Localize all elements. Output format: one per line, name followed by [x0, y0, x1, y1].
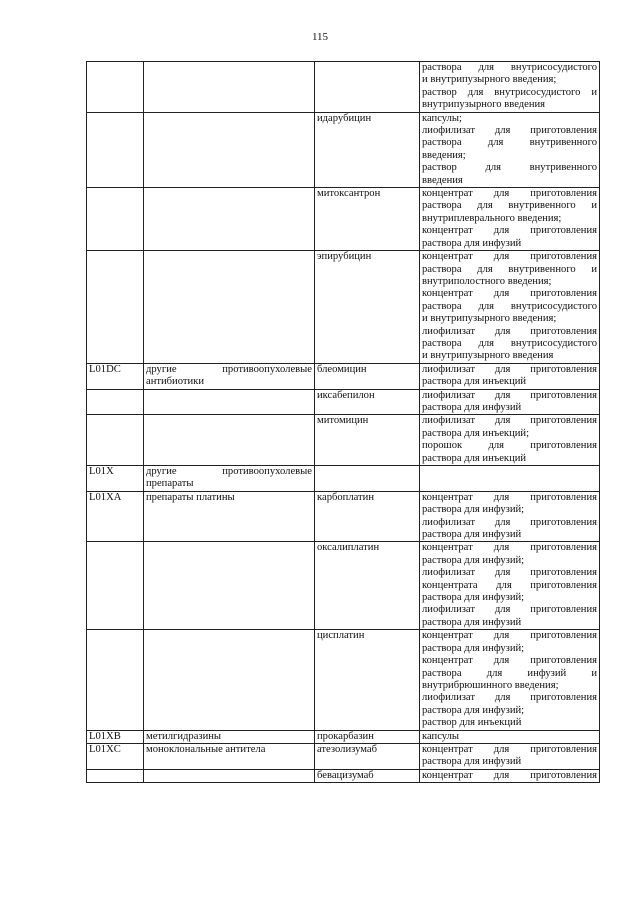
atc-code-cell — [87, 251, 144, 364]
dosage-form-line: раствора для инъекций; — [422, 427, 530, 439]
pharmacological-group-cell — [144, 112, 315, 187]
dosage-form-cell — [420, 730, 600, 743]
pharmacological-group-cell — [144, 630, 315, 730]
dosage-form-cell — [420, 769, 600, 782]
dosage-form-line: раствора для инфузий; — [422, 554, 525, 566]
table-row — [87, 363, 600, 389]
dosage-form-line: раствора для инъекций — [422, 376, 527, 388]
dosage-form-line: раствора для инфузий — [422, 756, 522, 768]
dosage-form-line: и внутрипузырного введения; — [422, 74, 557, 86]
dosage-form-cell — [420, 743, 600, 769]
dosage-form-line: концентрата для приготовления — [422, 579, 597, 591]
table-row — [87, 542, 600, 630]
table-row — [87, 630, 600, 730]
dosage-form-line: раствора для внутрисосудистого — [422, 337, 597, 349]
dosage-form-cell — [420, 389, 600, 415]
dosage-form-line: введения — [422, 174, 463, 186]
atc-code-cell — [87, 389, 144, 415]
dosage-form-line: лиофилизат для приготовления — [422, 567, 597, 579]
dosage-form-cell — [420, 466, 600, 492]
drug-name-cell: карбоплатин — [315, 491, 420, 542]
atc-code-cell: L01DC — [87, 363, 144, 389]
dosage-form-cell — [420, 112, 600, 187]
drug-name-cell: прокарбазин — [315, 730, 420, 743]
page-number: 115 — [311, 31, 329, 43]
pharmacological-group-cell: другие противоопухолевые антибиотики — [144, 363, 315, 389]
dosage-form-cell — [420, 363, 600, 389]
atc-code-cell — [87, 769, 144, 782]
dosage-form-line: раствор для внутрисосудистого и — [422, 86, 597, 98]
dosage-form-line: лиофилизат для приготовления — [422, 692, 597, 704]
drug-name-cell: идарубицин — [315, 112, 420, 187]
dosage-form-cell — [420, 630, 600, 730]
dosage-form-line: лиофилизат для приготовления — [422, 363, 597, 375]
atc-code-cell — [87, 542, 144, 630]
dosage-form-line: раствора для инфузий и — [422, 667, 597, 679]
pharmacological-group-cell — [144, 62, 315, 113]
dosage-form-line: раствора для инфузий — [422, 401, 522, 413]
dosage-form-line: лиофилизат для приготовления — [422, 516, 597, 528]
drug-name-cell — [315, 62, 420, 113]
atc-code-cell — [87, 188, 144, 251]
dosage-form-line: концентрат для приготовления — [422, 288, 597, 300]
table-row — [87, 743, 600, 769]
drug-name-cell: атезолизумаб — [315, 743, 420, 769]
drug-name-cell: митомицин — [315, 415, 420, 466]
dosage-form-cell — [420, 415, 600, 466]
dosage-form-line: раствора для внутривенного и — [422, 263, 597, 275]
dosage-form-line: раствора для инфузий — [422, 616, 522, 628]
dosage-form-line: внутрипузырного введения — [422, 99, 546, 111]
pharmacological-group-cell — [144, 188, 315, 251]
dosage-form-cell — [420, 542, 600, 630]
dosage-form-line: введения; — [422, 149, 466, 161]
dosage-form-line: концентрат для приготовления — [422, 630, 597, 642]
dosage-form-line: лиофилизат для приготовления — [422, 325, 597, 337]
table-row — [87, 62, 600, 113]
dosage-form-line: раствор для инъекций — [422, 717, 522, 729]
dosage-form-line: концентрат для приготовления — [422, 188, 597, 200]
pharmacological-group-cell: моноклональные антитела — [144, 743, 315, 769]
table-row — [87, 389, 600, 415]
table-row — [87, 466, 600, 492]
pharmacological-group-cell — [144, 389, 315, 415]
dosage-form-cell — [420, 62, 600, 113]
dosage-form-line: лиофилизат для приготовления — [422, 125, 597, 137]
dosage-form-cell — [420, 251, 600, 364]
dosage-form-line: концентрат для приготовления — [422, 225, 597, 237]
dosage-form-line: раствора для инфузий; — [422, 592, 525, 604]
dosage-form-line: капсулы; — [422, 112, 462, 124]
pharmacological-group-cell — [144, 542, 315, 630]
dosage-form-line: капсулы — [422, 730, 460, 742]
pharmacological-group-cell — [144, 251, 315, 364]
dosage-form-line: раствора для внутривенного и — [422, 200, 597, 212]
dosage-form-line: внутриполостного введения; — [422, 275, 552, 287]
table-row — [87, 112, 600, 187]
pharmacological-group-cell: метилгидразины — [144, 730, 315, 743]
table-body — [87, 62, 600, 783]
dosage-form-line: раствора для инфузий — [422, 237, 522, 249]
dosage-form-line: концентрат для приготовления — [422, 491, 597, 503]
dosage-form-line: концентрат для приготовления — [422, 743, 597, 755]
dosage-form-line: порошок для приготовления — [422, 440, 597, 452]
drug-name-cell: эпирубицин — [315, 251, 420, 364]
pharmacological-group-cell — [144, 769, 315, 782]
dosage-form-line: раствора для внутривенного — [422, 137, 597, 149]
dosage-form-cell — [420, 491, 600, 542]
dosage-form-line: раствора для инфузий; — [422, 642, 525, 654]
drug-name-cell: бевацизумаб — [315, 769, 420, 782]
drug-name-cell: блеомицин — [315, 363, 420, 389]
drug-name-cell: митоксантрон — [315, 188, 420, 251]
table-row — [87, 491, 600, 542]
dosage-form-line: и внутрипузырного введения; — [422, 313, 557, 325]
pharmacological-group-cell: препараты платины — [144, 491, 315, 542]
table-row — [87, 251, 600, 364]
drug-name-cell — [315, 466, 420, 492]
atc-code-cell: L01X — [87, 466, 144, 492]
dosage-form-line: раствора для внутрисосудистого — [422, 300, 597, 312]
atc-code-cell: L01XC — [87, 743, 144, 769]
atc-code-cell: L01XB — [87, 730, 144, 743]
dosage-form-line: концентрат для приготовления — [422, 251, 597, 263]
pharmacological-group-cell — [144, 415, 315, 466]
dosage-form-line: концентрат для приготовления — [422, 655, 597, 667]
dosage-form-cell — [420, 188, 600, 251]
dosage-form-line: лиофилизат для приготовления — [422, 604, 597, 616]
dosage-form-line: раствора для внутрисосудистого — [422, 62, 597, 73]
dosage-form-line: лиофилизат для приготовления — [422, 389, 597, 401]
dosage-form-line: внутрибрюшинного введения; — [422, 679, 559, 691]
dosage-form-line: и внутрипузырного введения — [422, 350, 554, 362]
table-row — [87, 769, 600, 782]
atc-code-cell — [87, 415, 144, 466]
atc-code-cell — [87, 112, 144, 187]
drug-name-cell: оксалиплатин — [315, 542, 420, 630]
dosage-form-line: внутриплеврального введения; — [422, 212, 562, 224]
dosage-form-line: лиофилизат для приготовления — [422, 415, 597, 427]
atc-code-cell — [87, 630, 144, 730]
pharmacological-group-cell: другие противоопухолевые препараты — [144, 466, 315, 492]
atc-code-cell: L01XA — [87, 491, 144, 542]
atc-code-cell — [87, 62, 144, 113]
drug-table — [86, 61, 600, 783]
drug-name-cell: цисплатин — [315, 630, 420, 730]
dosage-form-line: концентрат для приготовления — [422, 542, 597, 554]
table-row — [87, 415, 600, 466]
dosage-form-line: концентрат для приготовления — [422, 769, 597, 781]
dosage-form-line: раствора для инфузий; — [422, 704, 525, 716]
drug-name-cell: иксабепилон — [315, 389, 420, 415]
table-row — [87, 188, 600, 251]
dosage-form-line: раствор для внутривенного — [422, 162, 597, 174]
dosage-form-line: раствора для инфузий — [422, 529, 522, 541]
dosage-form-line: раствора для инфузий; — [422, 504, 525, 516]
dosage-form-line: раствора для инъекций — [422, 452, 527, 464]
table-row — [87, 730, 600, 743]
